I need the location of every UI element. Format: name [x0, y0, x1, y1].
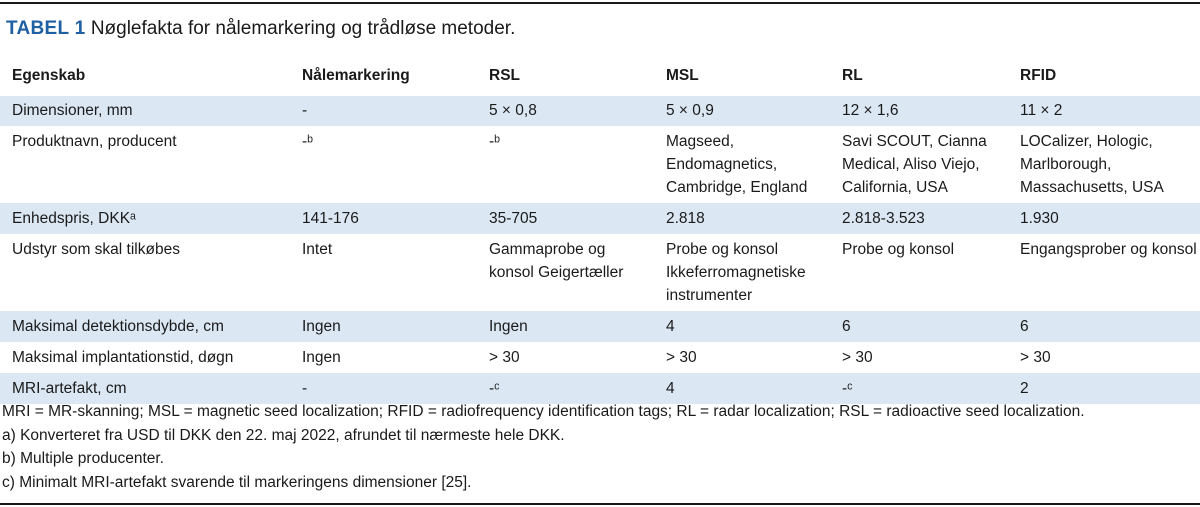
bottom-rule — [0, 503, 1200, 505]
table-cell: Produktnavn, producent — [12, 133, 177, 150]
table-cell: 1.930 — [1008, 203, 1200, 234]
table-row — [0, 311, 1200, 342]
table-row — [0, 342, 1200, 373]
footnote-c: c) Minimalt MRI-artefakt svarende til markeringens dimensioner [25]. — [2, 473, 472, 491]
table-cell: -ᵇ — [302, 133, 314, 150]
table-cell: Ingen — [290, 311, 477, 342]
table-cell: Ingen — [477, 311, 654, 342]
table-cell: 12 × 1,6 — [830, 96, 1008, 126]
table-cell: - — [290, 96, 477, 126]
table-cell: Maksimal detektionsdybde, cm — [0, 311, 290, 342]
table-cell: 5 × 0,8 — [477, 96, 654, 126]
facts-table — [0, 58, 1200, 404]
table-cell: Magseed, Endomagnetics, Cambridge, England — [666, 133, 808, 196]
table-cell: 2.818 — [654, 203, 830, 234]
header-rfid: RFID — [1020, 67, 1057, 84]
table-cell: 141-176 — [290, 203, 477, 234]
table-cell: Enhedspris, DKKᵃ — [0, 203, 290, 234]
table-cell: - — [290, 373, 477, 404]
footnote-b: b) Multiple producenter. — [2, 450, 164, 467]
table-cell: Savi SCOUT, Cianna Medical, Aliso Viejo, California, USA — [842, 133, 987, 196]
caption-label: TABEL 1 — [6, 18, 86, 39]
table-cell: 35-705 — [477, 203, 654, 234]
table-cell: Gammaprobe og konsol Geigertæller — [489, 241, 624, 281]
table-cell: 2.818-3.523 — [830, 203, 1008, 234]
table-cell: Engangsprober og konsol — [1020, 241, 1197, 258]
table-cell: 5 × 0,9 — [654, 96, 830, 126]
header-rsl: RSL — [489, 67, 520, 84]
table-cell: Ingen — [302, 349, 341, 366]
table-cell: > 30 — [842, 349, 873, 366]
table-cell: > 30 — [666, 349, 697, 366]
table-cell: 2 — [1008, 373, 1200, 404]
table-cell: > 30 — [1020, 349, 1051, 366]
table-caption — [6, 18, 515, 40]
table-row — [0, 203, 1200, 234]
table-cell: Dimensioner, mm — [0, 96, 290, 126]
top-rule — [0, 2, 1200, 4]
caption-text: Nøglefakta for nålemarkering og trådløse metoder. — [90, 18, 516, 39]
table-cell: LOCalizer, Hologic, Marlborough, Massachusetts, USA — [1020, 133, 1164, 196]
table-cell: MRI-artefakt, cm — [0, 373, 290, 404]
table-cell: Intet — [302, 241, 333, 258]
header-rl: RL — [842, 67, 863, 84]
table-cell: > 30 — [489, 349, 520, 366]
footnote-abbreviations: MRI = MR-skanning; MSL = magnetic seed localization; RFID = radiofrequency identification tags; RL = radar localization; RSL = radioactive seed localization. — [2, 403, 1085, 420]
table-cell: -ᵇ — [489, 133, 501, 150]
header-nalemarkering: Nålemarkering — [302, 67, 410, 84]
table-row — [0, 96, 1200, 126]
table-cell: Maksimal implantationstid, døgn — [12, 349, 234, 366]
table-cell: 6 — [1008, 311, 1200, 342]
table-cell: Udstyr som skal tilkøbes — [12, 241, 180, 258]
table-cell: 4 — [654, 373, 830, 404]
table-row — [0, 126, 1200, 203]
footnotes — [2, 400, 1085, 494]
table-cell: -ᶜ — [477, 373, 654, 404]
header-msl: MSL — [666, 67, 699, 84]
table-cell: -ᶜ — [830, 373, 1008, 404]
table-header-row — [0, 58, 1200, 96]
header-egenskab: Egenskab — [12, 67, 86, 84]
table-cell: 6 — [830, 311, 1008, 342]
table-cell: 11 × 2 — [1008, 96, 1200, 126]
table-cell: 4 — [654, 311, 830, 342]
table-cell: Probe og konsol — [842, 241, 955, 258]
footnote-a: a) Konverteret fra USD til DKK den 22. maj 2022, afrundet til nærmeste hele DKK. — [2, 426, 565, 444]
table-row — [0, 234, 1200, 311]
table-cell: Probe og konsol Ikkeferromagnetiske instrumenter — [666, 241, 806, 304]
